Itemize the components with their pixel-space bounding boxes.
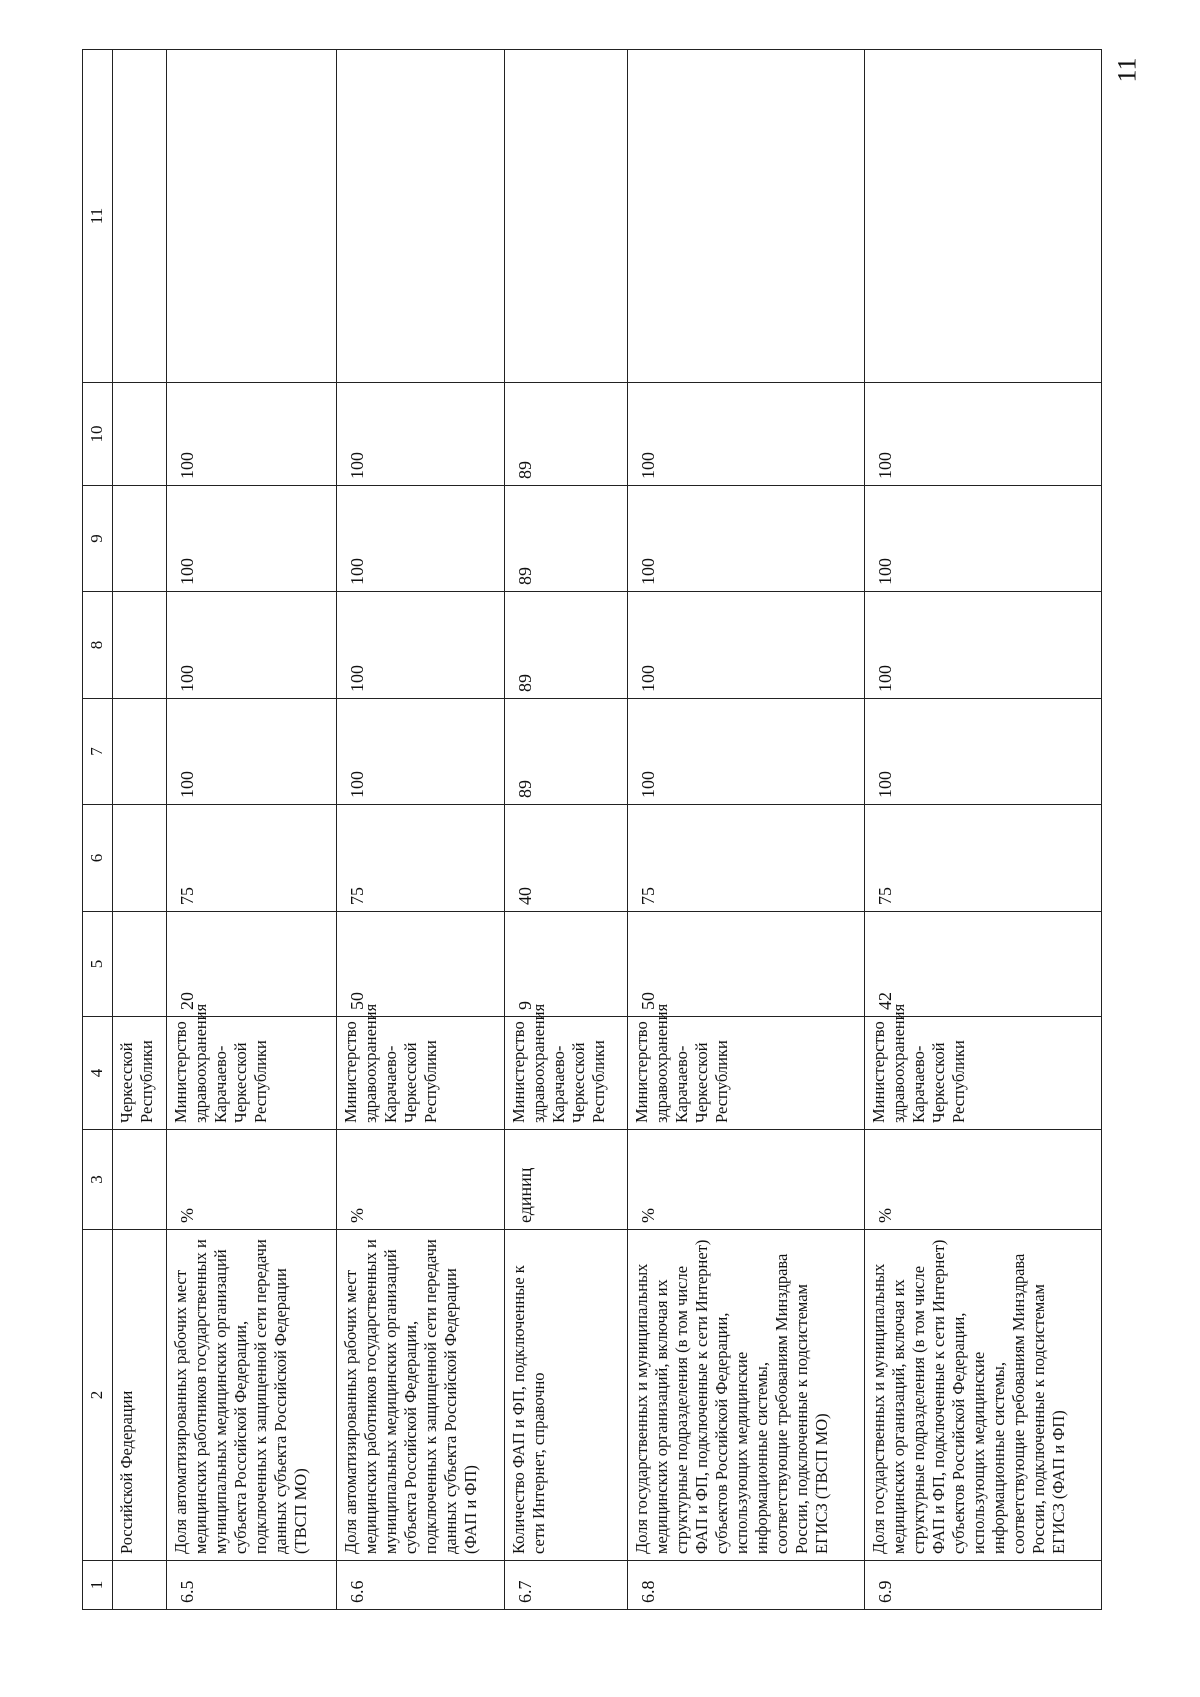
- cell-id: 6.5: [166, 1561, 336, 1610]
- col-header: 7: [83, 699, 113, 805]
- cell-value: 100: [864, 699, 1101, 805]
- cell-value: 100: [166, 699, 336, 805]
- cell-name: Количество ФАП и ФП, подключенные к сети Интернет, справочно: [504, 1230, 628, 1561]
- cell-unit: единиц: [504, 1130, 628, 1230]
- cell-value: 50: [336, 912, 504, 1017]
- cell-unit: %: [864, 1130, 1101, 1230]
- table-row: [504, 50, 628, 1610]
- cell-responsible: Министерство здравоохранения Карачаево-Черкесской Республики: [166, 1017, 336, 1130]
- cell-responsible: Министерство здравоохранения Карачаево-Черкесской Республики: [504, 1017, 628, 1130]
- cell-value: [504, 50, 628, 383]
- col-header: 1: [83, 1561, 113, 1610]
- cell-value: 100: [864, 486, 1101, 592]
- cell: [112, 383, 166, 486]
- table-row: [864, 50, 1101, 1610]
- cell-value: [864, 50, 1101, 383]
- cell-value: 75: [864, 805, 1101, 912]
- col-header: 4: [83, 1017, 113, 1130]
- table-row: [628, 50, 864, 1610]
- cell-value: 100: [864, 592, 1101, 699]
- cell-value: 100: [628, 383, 864, 486]
- cell-value: 42: [864, 912, 1101, 1017]
- col-header: 3: [83, 1130, 113, 1230]
- cell-id: 6.8: [628, 1561, 864, 1610]
- cell-value: 20: [166, 912, 336, 1017]
- cell: [112, 486, 166, 592]
- rotated-table-wrapper: [82, 50, 1102, 1610]
- cell-value: 100: [336, 592, 504, 699]
- cell-name: Доля государственных и муниципальных медицинских организаций, включая их структурные подразделения (в том числе ФАП и ФП, подключенные к сети Интернет) субъектов Российской Федерации, использующих медицинские информационные системы, соответствующие требованиям Минздрава России, подключенные к подсистемам ЕГИСЗ (ТВСП МО): [628, 1230, 864, 1561]
- cell-value: 40: [504, 805, 628, 912]
- col-header: 11: [83, 50, 113, 383]
- cell: [112, 805, 166, 912]
- col-header: 10: [83, 383, 113, 486]
- cell-value: 75: [166, 805, 336, 912]
- cell-id: 6.7: [504, 1561, 628, 1610]
- cell-value: 100: [336, 383, 504, 486]
- cell-name: Российской Федерации: [112, 1230, 166, 1561]
- cell-value: 100: [628, 486, 864, 592]
- cell-value: 75: [336, 805, 504, 912]
- cell-unit: %: [166, 1130, 336, 1230]
- cell-value: 100: [628, 592, 864, 699]
- cell-value: 100: [336, 699, 504, 805]
- col-header: 8: [83, 592, 113, 699]
- cell-unit: %: [628, 1130, 864, 1230]
- cell-value: 89: [504, 699, 628, 805]
- table-row: [166, 50, 336, 1610]
- cell-value: 100: [628, 699, 864, 805]
- col-header: 9: [83, 486, 113, 592]
- cell-value: [336, 50, 504, 383]
- col-header: 6: [83, 805, 113, 912]
- cell-responsible: Министерство здравоохранения Карачаево-Черкесской Республики: [864, 1017, 1101, 1130]
- cell-responsible: Черкесской Республики: [112, 1017, 166, 1130]
- col-header: 5: [83, 912, 113, 1017]
- indicators-table: [82, 49, 1102, 1610]
- col-header: 2: [83, 1230, 113, 1561]
- cell-unit: %: [336, 1130, 504, 1230]
- cell: [112, 699, 166, 805]
- continuation-row: [112, 50, 166, 1610]
- cell-value: 89: [504, 592, 628, 699]
- cell-value: 100: [336, 486, 504, 592]
- cell-value: 50: [628, 912, 864, 1017]
- cell-value: 100: [166, 383, 336, 486]
- cell-id: 6.9: [864, 1561, 1101, 1610]
- table-row: [336, 50, 504, 1610]
- cell-value: 75: [628, 805, 864, 912]
- header-row: [83, 50, 113, 1610]
- cell-id: 6.6: [336, 1561, 504, 1610]
- cell-value: 89: [504, 486, 628, 592]
- page-number: 11: [1112, 57, 1142, 83]
- cell: [112, 50, 166, 383]
- cell-name: Доля автоматизированных рабочих мест медицинских работников государственных и муниципальных медицинских организаций субъекта Российской Федерации, подключенных к защищенной сети передачи данных субъекта Российской Федерации (ФАП и ФП): [336, 1230, 504, 1561]
- cell: [112, 1130, 166, 1230]
- cell-value: 9: [504, 912, 628, 1017]
- cell: [112, 1561, 166, 1610]
- cell-value: 100: [166, 592, 336, 699]
- cell-value: [628, 50, 864, 383]
- cell-value: 100: [864, 383, 1101, 486]
- cell-value: 89: [504, 383, 628, 486]
- cell: [112, 592, 166, 699]
- cell-responsible: Министерство здравоохранения Карачаево-Черкесской Республики: [628, 1017, 864, 1130]
- cell-name: Доля автоматизированных рабочих мест медицинских работников государственных и муниципальных медицинских организаций субъекта Российской Федерации, подключенных к защищенной сети передачи данных субъекта Российской Федерации (ТВСП МО): [166, 1230, 336, 1561]
- cell-value: 100: [166, 486, 336, 592]
- cell: [112, 912, 166, 1017]
- cell-value: [166, 50, 336, 383]
- cell-name: Доля государственных и муниципальных медицинских организаций, включая их структурные подразделения (в том числе ФАП и ФП, подключенные к сети Интернет) субъектов Российской Федерации, использующих медицинские информационные системы, соответствующие требованиям Минздрава России, подключенные к подсистемам ЕГИСЗ (ФАП и ФП): [864, 1230, 1101, 1561]
- cell-responsible: Министерство здравоохранения Карачаево-Черкесской Республики: [336, 1017, 504, 1130]
